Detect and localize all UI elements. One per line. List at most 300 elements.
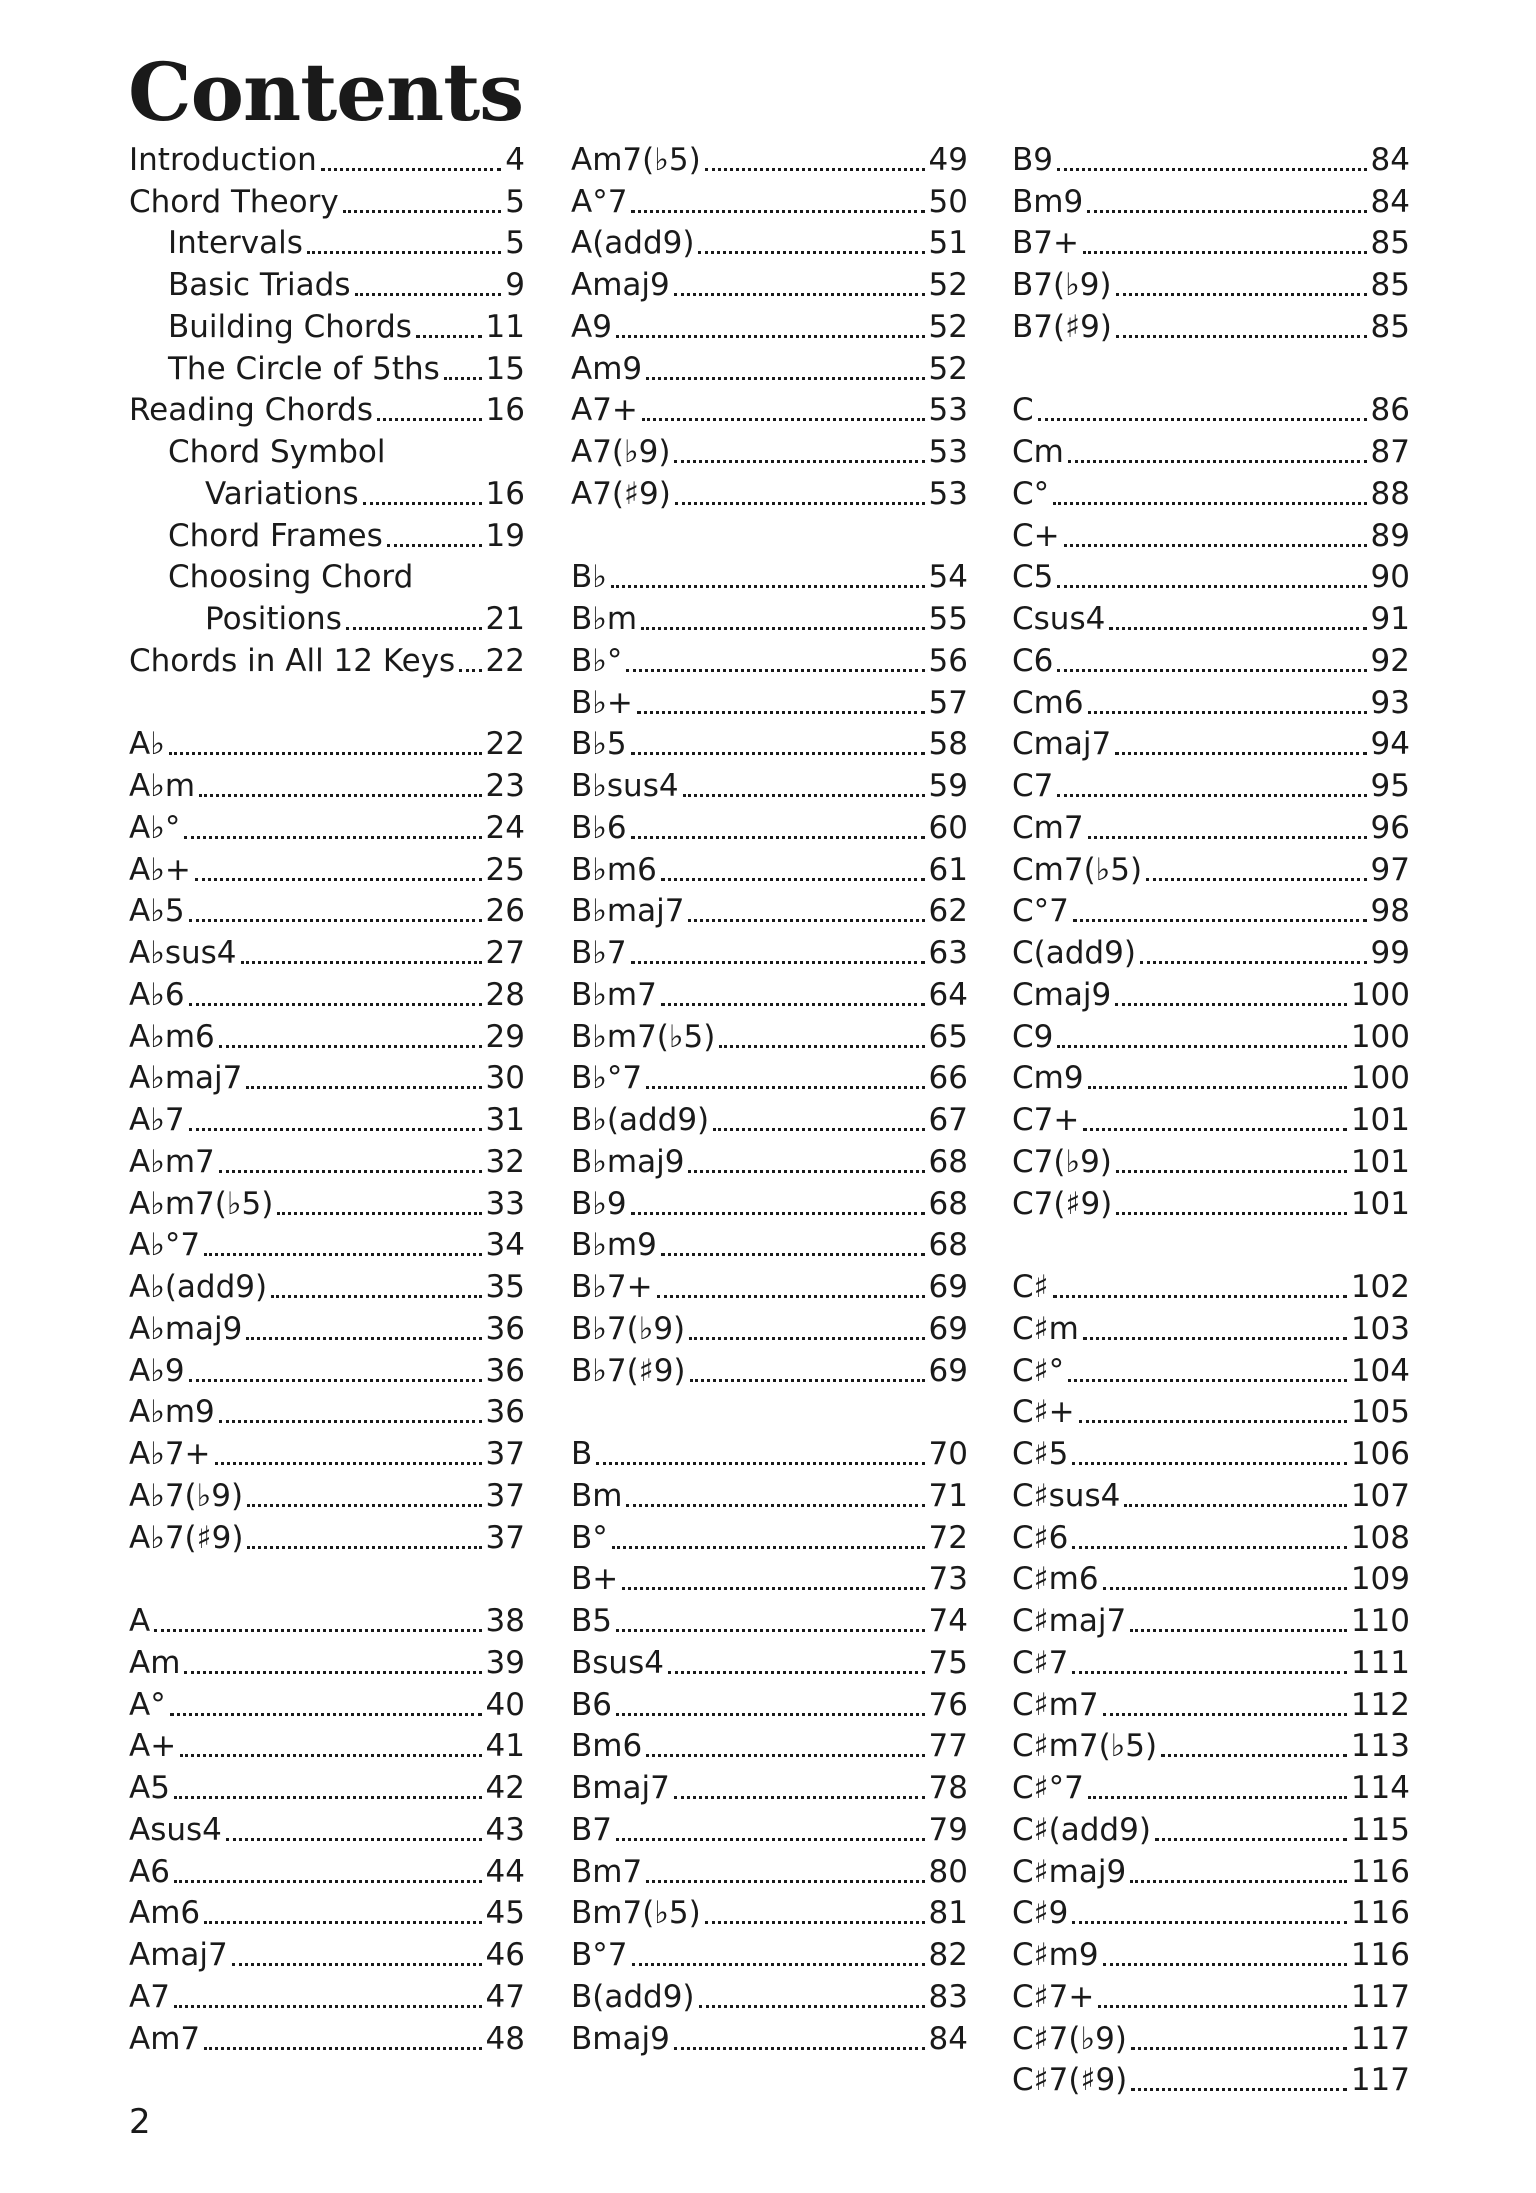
toc-entry-label: A+ xyxy=(129,1728,177,1765)
toc-entry-label: C7(♭9) xyxy=(1012,1143,1112,1180)
toc-entry[interactable] xyxy=(1012,557,1410,599)
toc-entry[interactable] xyxy=(1012,1642,1410,1684)
toc-entry[interactable] xyxy=(129,1266,525,1308)
toc-entry[interactable] xyxy=(129,1433,525,1475)
toc-entry[interactable] xyxy=(571,1726,968,1768)
toc-entry-label: A♭6 xyxy=(129,976,185,1013)
toc-entry-page: 69 xyxy=(928,1352,968,1389)
toc-entry[interactable] xyxy=(129,1016,525,1058)
toc-entry-label: C♯(add9) xyxy=(1012,1811,1151,1848)
toc-entry[interactable] xyxy=(571,974,968,1016)
toc-entry-page: 66 xyxy=(928,1060,968,1097)
toc-entry[interactable] xyxy=(571,1099,968,1141)
toc-entry-page: 112 xyxy=(1350,1686,1410,1723)
toc-entry[interactable] xyxy=(129,431,525,473)
toc-entry-page: 28 xyxy=(485,976,525,1013)
toc-entry-label: B° xyxy=(571,1519,608,1556)
toc-entry[interactable] xyxy=(129,1225,525,1267)
dot-leader xyxy=(377,418,482,421)
toc-entry-label: A♭m7 xyxy=(129,1143,215,1180)
toc-entry[interactable] xyxy=(129,1058,525,1100)
toc-entry[interactable] xyxy=(129,598,525,640)
toc-entry-label: A xyxy=(129,1603,151,1640)
dot-leader xyxy=(690,1379,925,1382)
toc-entry[interactable] xyxy=(1012,1475,1410,1517)
toc-entry-page: 52 xyxy=(928,267,968,304)
toc-entry-label: C5 xyxy=(1012,559,1054,596)
toc-entry[interactable] xyxy=(129,181,525,223)
toc-entry[interactable] xyxy=(129,974,525,1016)
dot-leader xyxy=(1088,836,1367,839)
toc-entry[interactable] xyxy=(1012,1266,1410,1308)
toc-entry-label: A♭m6 xyxy=(129,1018,215,1055)
toc-entry[interactable] xyxy=(129,1642,525,1684)
toc-entry[interactable] xyxy=(1012,724,1410,766)
toc-entry[interactable] xyxy=(571,1809,968,1851)
toc-entry-page: 92 xyxy=(1370,642,1410,679)
toc-entry-label: Variations xyxy=(205,475,359,512)
toc-entry-page: 100 xyxy=(1350,1018,1410,1055)
dot-leader xyxy=(154,1629,481,1632)
toc-entry[interactable] xyxy=(129,557,525,599)
toc-entry-page: 16 xyxy=(485,475,525,512)
toc-entry[interactable] xyxy=(1012,1893,1410,1935)
toc-entry[interactable] xyxy=(1012,807,1410,849)
toc-entry[interactable] xyxy=(1012,1809,1410,1851)
toc-entry[interactable] xyxy=(129,139,525,181)
toc-entry[interactable] xyxy=(1012,306,1410,348)
toc-entry[interactable] xyxy=(129,1684,525,1726)
dot-leader xyxy=(719,1045,924,1048)
toc-entry[interactable] xyxy=(571,1767,968,1809)
toc-entry[interactable] xyxy=(129,223,525,265)
toc-entry[interactable] xyxy=(571,807,968,849)
toc-entry[interactable] xyxy=(571,264,968,306)
toc-entry[interactable] xyxy=(1012,1851,1410,1893)
toc-entry-label: B(add9) xyxy=(571,1978,695,2015)
toc-entry-page: 76 xyxy=(928,1686,968,1723)
dot-leader xyxy=(387,544,482,547)
toc-entry-page: 72 xyxy=(928,1519,968,1556)
toc-entry[interactable] xyxy=(129,1517,525,1559)
dot-leader xyxy=(1131,2088,1347,2091)
toc-entry[interactable] xyxy=(571,1141,968,1183)
dot-leader xyxy=(646,1754,924,1757)
toc-entry[interactable] xyxy=(1012,1141,1410,1183)
toc-entry-label: B7(♭9) xyxy=(1012,267,1112,304)
toc-entry[interactable] xyxy=(129,473,525,515)
toc-entry[interactable] xyxy=(1012,1350,1410,1392)
toc-entry-page: 100 xyxy=(1350,1060,1410,1097)
toc-entry[interactable] xyxy=(571,1893,968,1935)
toc-entry-page: 33 xyxy=(485,1185,525,1222)
dot-leader xyxy=(219,1170,482,1173)
toc-entry[interactable] xyxy=(1012,181,1410,223)
toc-entry[interactable] xyxy=(571,1266,968,1308)
toc-entry[interactable] xyxy=(1012,682,1410,724)
toc-entry-label: Bm7 xyxy=(571,1853,643,1890)
toc-entry[interactable] xyxy=(129,515,525,557)
toc-entry[interactable] xyxy=(571,223,968,265)
toc-entry[interactable] xyxy=(129,264,525,306)
dot-leader xyxy=(646,1086,924,1089)
toc-entry[interactable] xyxy=(571,557,968,599)
toc-entry-page: 11 xyxy=(485,308,525,345)
toc-entry[interactable] xyxy=(129,1809,525,1851)
toc-entry[interactable] xyxy=(1012,515,1410,557)
toc-entry-page: 99 xyxy=(1370,935,1410,972)
toc-entry-label: B♭9 xyxy=(571,1185,627,1222)
dot-leader xyxy=(668,1671,925,1674)
toc-entry-label: A♭+ xyxy=(129,851,191,888)
toc-entry[interactable] xyxy=(129,640,525,682)
dot-leader xyxy=(1083,251,1367,254)
toc-entry[interactable] xyxy=(1012,765,1410,807)
toc-entry[interactable] xyxy=(1012,1016,1410,1058)
toc-entry[interactable] xyxy=(1012,1183,1410,1225)
dot-leader xyxy=(622,1587,924,1590)
toc-entry[interactable] xyxy=(129,2018,525,2060)
dot-leader xyxy=(631,1212,925,1215)
toc-entry[interactable] xyxy=(129,1141,525,1183)
toc-entry[interactable] xyxy=(571,1183,968,1225)
dot-leader xyxy=(661,878,925,881)
toc-entry[interactable] xyxy=(129,390,525,432)
toc-entry[interactable] xyxy=(1012,473,1410,515)
toc-entry-page: 51 xyxy=(928,225,968,262)
dot-leader xyxy=(1161,1754,1347,1757)
toc-entry-page: 117 xyxy=(1350,1978,1410,2015)
toc-entry-label: C♯7(♯9) xyxy=(1012,2062,1128,2099)
toc-entry[interactable] xyxy=(571,724,968,766)
toc-entry[interactable] xyxy=(571,2018,968,2060)
toc-entry-page: 83 xyxy=(928,1978,968,2015)
dot-leader xyxy=(632,1963,925,1966)
toc-entry[interactable] xyxy=(571,306,968,348)
toc-entry[interactable] xyxy=(571,1433,968,1475)
toc-entry-page: 29 xyxy=(485,1018,525,1055)
toc-entry[interactable] xyxy=(1012,1099,1410,1141)
toc-entry-label: C+ xyxy=(1012,517,1060,554)
toc-entry-page: 42 xyxy=(485,1770,525,1807)
toc-entry[interactable] xyxy=(571,431,968,473)
toc-entry-page: 101 xyxy=(1350,1102,1410,1139)
toc-entry-page: 82 xyxy=(928,1937,968,1974)
dot-leader xyxy=(1116,293,1367,296)
toc-entry-label: Cm7(♭5) xyxy=(1012,851,1143,888)
toc-entry[interactable] xyxy=(571,1308,968,1350)
dot-leader xyxy=(307,251,501,254)
toc-column-1 xyxy=(129,139,525,2060)
dot-leader xyxy=(1131,2047,1347,2050)
toc-entry-label: Am9 xyxy=(571,350,643,387)
toc-entry[interactable] xyxy=(1012,1976,1410,2018)
toc-entry-page: 61 xyxy=(928,851,968,888)
toc-entry[interactable] xyxy=(129,765,525,807)
dot-leader xyxy=(204,1921,481,1924)
toc-entry-label: A♭m7(♭5) xyxy=(129,1185,274,1222)
toc-entry-label: B♭° xyxy=(571,642,623,679)
dot-leader xyxy=(1087,210,1366,213)
dot-leader xyxy=(174,1796,482,1799)
toc-entry-label: B♭ xyxy=(571,559,607,596)
dot-leader xyxy=(1057,168,1367,171)
toc-entry-label: Asus4 xyxy=(129,1811,222,1848)
toc-entry-page: 69 xyxy=(928,1310,968,1347)
toc-entry[interactable] xyxy=(571,1350,968,1392)
toc-entry-page: 37 xyxy=(485,1519,525,1556)
dot-leader xyxy=(1072,1921,1346,1924)
toc-entry-label: A♭9 xyxy=(129,1352,185,1389)
dot-leader xyxy=(1072,1462,1346,1465)
dot-leader xyxy=(1116,1212,1347,1215)
toc-entry[interactable] xyxy=(1012,1684,1410,1726)
toc-entry-label: B♭m xyxy=(571,601,638,638)
dot-leader xyxy=(174,1880,482,1883)
toc-entry[interactable] xyxy=(1012,640,1410,682)
toc-entry[interactable] xyxy=(571,1559,968,1601)
toc-entry[interactable] xyxy=(129,849,525,891)
toc-entry-page: 44 xyxy=(485,1853,525,1890)
toc-entry-label: Am7(♭5) xyxy=(571,141,701,178)
toc-entry-page: 56 xyxy=(928,642,968,679)
toc-entry-page: 85 xyxy=(1370,225,1410,262)
toc-entry[interactable] xyxy=(1012,1726,1410,1768)
toc-entry[interactable] xyxy=(129,306,525,348)
dot-leader xyxy=(174,2005,482,2008)
toc-entry-label: Bm7(♭5) xyxy=(571,1895,701,1932)
toc-entry-label: C♯m7(♭5) xyxy=(1012,1728,1158,1765)
toc-entry[interactable] xyxy=(571,1976,968,2018)
toc-entry-page: 90 xyxy=(1370,559,1410,596)
dot-leader xyxy=(271,1295,481,1298)
toc-entry-label: B♭m7(♭5) xyxy=(571,1018,716,1055)
toc-entry[interactable] xyxy=(1012,1934,1410,1976)
toc-entry[interactable] xyxy=(571,390,968,432)
toc-entry[interactable] xyxy=(571,640,968,682)
toc-entry[interactable] xyxy=(571,1851,968,1893)
toc-entry[interactable] xyxy=(571,181,968,223)
toc-entry-label: Bm9 xyxy=(1012,183,1084,220)
toc-entry[interactable] xyxy=(1012,1392,1410,1434)
toc-entry[interactable] xyxy=(1012,431,1410,473)
toc-entry-page: 114 xyxy=(1350,1770,1410,1807)
toc-entry[interactable] xyxy=(129,1976,525,2018)
toc-entry[interactable] xyxy=(129,1099,525,1141)
toc-entry-page: 40 xyxy=(485,1686,525,1723)
toc-entry[interactable] xyxy=(129,1851,525,1893)
toc-column-2 xyxy=(571,139,968,2060)
toc-entry[interactable] xyxy=(129,932,525,974)
dot-leader xyxy=(1116,1170,1347,1173)
toc-entry[interactable] xyxy=(129,1893,525,1935)
dot-leader xyxy=(184,836,481,839)
toc-entry[interactable] xyxy=(1012,390,1410,432)
toc-entry-page: 88 xyxy=(1370,475,1410,512)
toc-entry-label: C♯maj7 xyxy=(1012,1603,1127,1640)
toc-entry[interactable] xyxy=(571,1475,968,1517)
dot-leader xyxy=(641,627,924,630)
toc-entry-label: B9 xyxy=(1012,141,1053,178)
toc-entry-label: Chords in All 12 Keys xyxy=(129,642,456,679)
toc-entry-label: Am7 xyxy=(129,2020,201,2057)
toc-entry[interactable] xyxy=(129,1475,525,1517)
toc-entry[interactable] xyxy=(1012,974,1410,1016)
toc-entry-label: B♭maj9 xyxy=(571,1143,685,1180)
toc-entry-page: 37 xyxy=(485,1436,525,1473)
dot-leader xyxy=(1124,1504,1347,1507)
toc-entry[interactable] xyxy=(571,891,968,933)
toc-entry[interactable] xyxy=(1012,598,1410,640)
toc-entry[interactable] xyxy=(1012,139,1410,181)
toc-entry-page: 116 xyxy=(1350,1853,1410,1890)
dot-leader xyxy=(688,919,924,922)
toc-entry-label: C♯m9 xyxy=(1012,1937,1099,1974)
dot-leader xyxy=(246,1086,481,1089)
toc-entry-label: A° xyxy=(129,1686,166,1723)
toc-entry[interactable] xyxy=(571,1600,968,1642)
dot-leader xyxy=(199,794,482,797)
toc-entry-label: C♯sus4 xyxy=(1012,1477,1121,1514)
toc-entry[interactable] xyxy=(1012,1433,1410,1475)
toc-entry[interactable] xyxy=(1012,264,1410,306)
toc-entry[interactable] xyxy=(129,1183,525,1225)
toc-entry[interactable] xyxy=(571,139,968,181)
toc-entry-label: A°7 xyxy=(571,183,628,220)
toc-entry[interactable] xyxy=(1012,891,1410,933)
toc-entry-label: Am xyxy=(129,1644,181,1681)
toc-entry[interactable] xyxy=(571,849,968,891)
toc-entry[interactable] xyxy=(129,1392,525,1434)
dot-leader xyxy=(626,669,924,672)
toc-entry-page: 85 xyxy=(1370,267,1410,304)
toc-entry-label: A♭°7 xyxy=(129,1227,201,1264)
toc-entry-page: 53 xyxy=(928,434,968,471)
dot-leader xyxy=(1103,1713,1347,1716)
dot-leader xyxy=(688,1170,924,1173)
toc-entry[interactable] xyxy=(571,1016,968,1058)
dot-leader xyxy=(219,1420,482,1423)
toc-entry[interactable] xyxy=(129,1600,525,1642)
toc-entry-page: 48 xyxy=(485,2020,525,2057)
toc-entry[interactable] xyxy=(571,598,968,640)
toc-entry-label: C♯m xyxy=(1012,1310,1079,1347)
toc-entry[interactable] xyxy=(129,1726,525,1768)
toc-entry[interactable] xyxy=(1012,2060,1410,2102)
toc-entry[interactable] xyxy=(1012,1559,1410,1601)
dot-leader xyxy=(637,711,925,714)
toc-entry-label: Chord Theory xyxy=(129,183,339,220)
toc-entry[interactable] xyxy=(571,1934,968,1976)
toc-entry[interactable] xyxy=(571,348,968,390)
dot-leader xyxy=(612,1546,925,1549)
toc-entry-label: B5 xyxy=(571,1603,612,1640)
dot-leader xyxy=(195,878,482,881)
toc-entry[interactable] xyxy=(129,724,525,766)
toc-entry[interactable] xyxy=(571,765,968,807)
toc-entry-label: B♭m6 xyxy=(571,851,657,888)
dot-leader xyxy=(674,460,924,463)
dot-leader xyxy=(1130,1880,1347,1883)
toc-entry-page: 71 xyxy=(928,1477,968,1514)
toc-entry-page: 69 xyxy=(928,1269,968,1306)
toc-entry[interactable] xyxy=(1012,1308,1410,1350)
dot-leader xyxy=(698,251,924,254)
toc-entry-page: 23 xyxy=(485,768,525,805)
toc-entry-page: 52 xyxy=(928,308,968,345)
toc-entry[interactable] xyxy=(1012,849,1410,891)
toc-entry-page: 32 xyxy=(485,1143,525,1180)
toc-entry-page: 117 xyxy=(1350,2020,1410,2057)
toc-entry[interactable] xyxy=(571,1517,968,1559)
dot-leader xyxy=(1115,752,1366,755)
toc-entry[interactable] xyxy=(129,891,525,933)
toc-entry-label: A♭ xyxy=(129,726,165,763)
toc-entry-label: Cm6 xyxy=(1012,684,1084,721)
toc-entry-label: B7+ xyxy=(1012,225,1079,262)
dot-leader xyxy=(1064,544,1367,547)
toc-entry-label: A♭m xyxy=(129,768,196,805)
dot-leader xyxy=(1057,669,1366,672)
toc-entry[interactable] xyxy=(571,473,968,515)
toc-entry[interactable] xyxy=(1012,1058,1410,1100)
toc-spacer xyxy=(1012,1225,1410,1267)
toc-entry-page: 85 xyxy=(1370,308,1410,345)
dot-leader xyxy=(169,752,482,755)
toc-entry[interactable] xyxy=(1012,2018,1410,2060)
toc-entry-page: 113 xyxy=(1350,1728,1410,1765)
toc-entry[interactable] xyxy=(129,1308,525,1350)
toc-entry[interactable] xyxy=(129,1934,525,1976)
toc-entry-page: 31 xyxy=(485,1102,525,1139)
toc-entry-label: A6 xyxy=(129,1853,170,1890)
toc-entry[interactable] xyxy=(571,682,968,724)
toc-entry-label: Amaj7 xyxy=(129,1937,228,1974)
toc-entry-page: 91 xyxy=(1370,601,1410,638)
toc-entry[interactable] xyxy=(1012,1767,1410,1809)
toc-entry-label: A7 xyxy=(129,1978,170,2015)
toc-entry-page: 97 xyxy=(1370,851,1410,888)
toc-entry[interactable] xyxy=(571,1684,968,1726)
toc-entry[interactable] xyxy=(571,1225,968,1267)
toc-entry-page: 93 xyxy=(1370,684,1410,721)
toc-entry-page: 116 xyxy=(1350,1895,1410,1932)
toc-entry[interactable] xyxy=(571,932,968,974)
toc-entry-page: 36 xyxy=(485,1352,525,1389)
toc-entry[interactable] xyxy=(129,348,525,390)
toc-entry-page: 5 xyxy=(505,225,525,262)
toc-entry[interactable] xyxy=(1012,1600,1410,1642)
toc-entry-page: 68 xyxy=(928,1143,968,1180)
toc-entry-page: 116 xyxy=(1350,1937,1410,1974)
toc-entry-label: Cm xyxy=(1012,434,1064,471)
toc-entry[interactable] xyxy=(129,807,525,849)
toc-entry-page: 107 xyxy=(1350,1477,1410,1514)
toc-entry[interactable] xyxy=(129,1767,525,1809)
toc-entry[interactable] xyxy=(129,1350,525,1392)
toc-entry[interactable] xyxy=(571,1058,968,1100)
dot-leader xyxy=(1140,961,1367,964)
toc-entry[interactable] xyxy=(571,1642,968,1684)
toc-entry[interactable] xyxy=(1012,223,1410,265)
toc-entry-label: B♭5 xyxy=(571,726,627,763)
toc-entry-label: Building Chords xyxy=(168,308,412,345)
toc-entry[interactable] xyxy=(1012,932,1410,974)
dot-leader xyxy=(444,377,482,380)
toc-entry-label: C♯m6 xyxy=(1012,1561,1099,1598)
toc-entry[interactable] xyxy=(1012,1517,1410,1559)
toc-entry-page: 84 xyxy=(1370,183,1410,220)
